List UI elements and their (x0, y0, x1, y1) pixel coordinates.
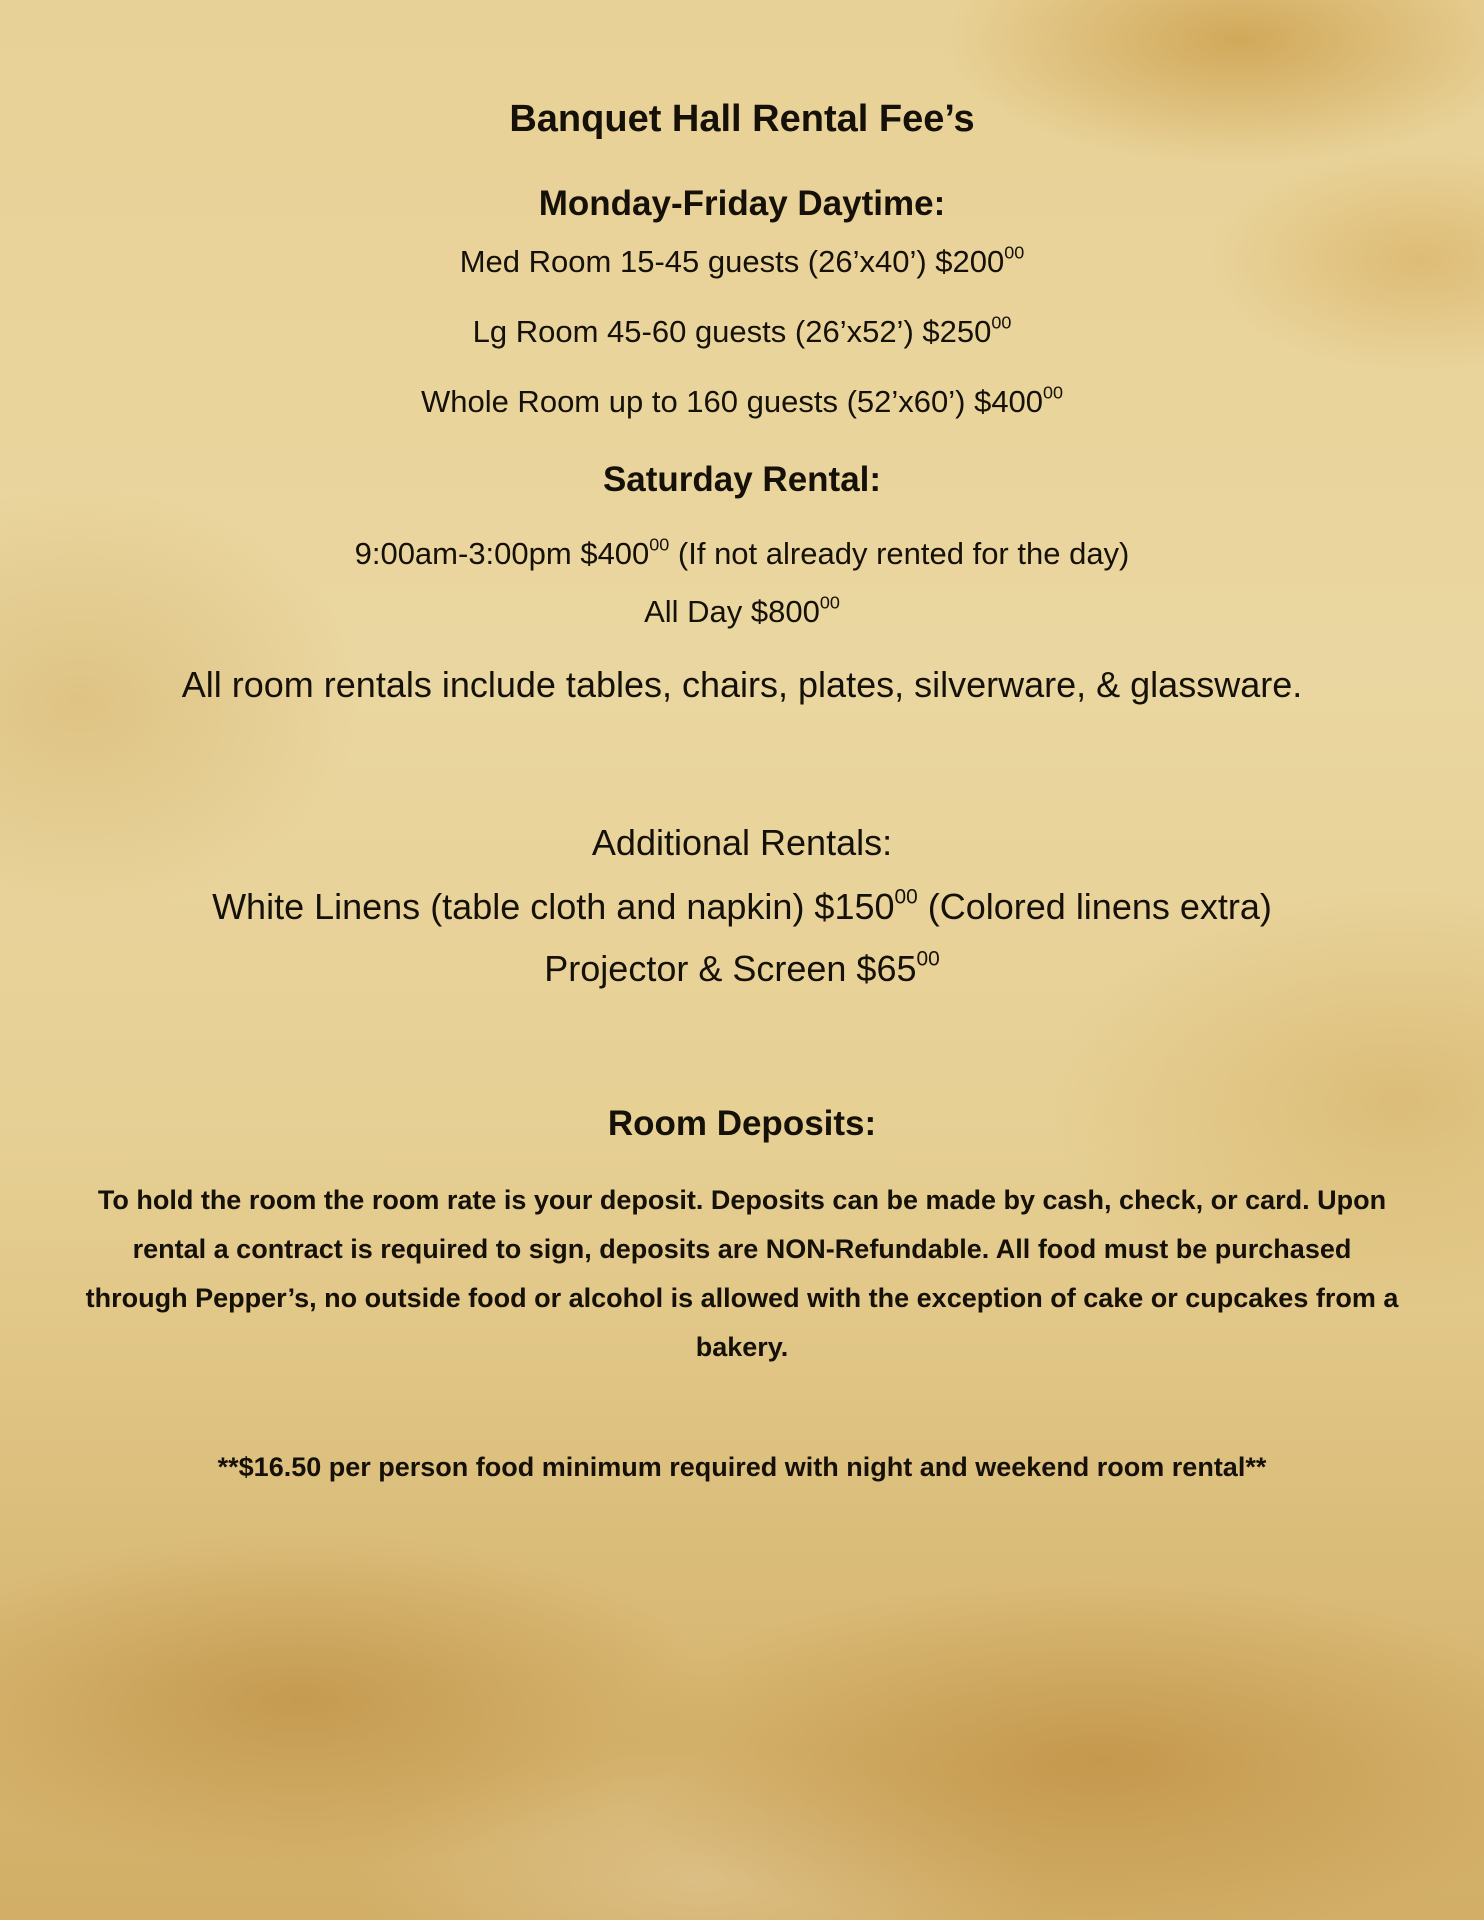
cents-superscript: 00 (1004, 242, 1025, 263)
deposits-heading: Room Deposits: (607, 1104, 877, 1143)
includes-note: All room rentals include tables, chairs, plates, silverware, & glassware. (181, 664, 1303, 705)
cents-superscript: 00 (819, 592, 840, 613)
page-title: Banquet Hall Rental Fee’s (509, 98, 975, 140)
additional-heading: Additional Rentals: (591, 822, 893, 863)
linens-rate: White Linens (table cloth and napkin) $\$150^{00}$ (Colored linens extra) (212, 885, 1272, 927)
cents-superscript: 00 (894, 885, 918, 909)
cents-superscript: 00 (916, 947, 940, 971)
saturday-allday-rate: All Day $\$800^{00}$ (644, 592, 840, 629)
cents-superscript: 00 (1043, 382, 1064, 403)
deposits-policy: To hold the room the room rate is your deposit. Deposits can be made by cash, check, or card. Upon rental a contract is required to sign, deposits are NON-Refundable. All food must be purchased through Pepper’s, no outside food or alcohol is allowed with the exception of cake or cupcakes from a bakery. (85, 1185, 1399, 1362)
lg-room-rate: Lg Room 45-60 guests (26’x52’) $\$250^{00}$ (472, 312, 1012, 349)
saturday-halfday-rate: 9:00am-3:00pm $\$400^{00}$ (If not already rented for the day) (354, 534, 1130, 571)
whole-room-rate: Whole Room up to 160 guests (52’x60’) $\$400^{00}$ (420, 382, 1064, 419)
food-minimum-note: **$16.50 per person food minimum required with night and weekend room rental** (217, 1452, 1267, 1482)
med-room-rate: Med Room 15-45 guests (26’x40’) $\$200^{00}$ (459, 242, 1025, 279)
cents-superscript: 00 (649, 534, 670, 555)
projector-rate: Projector & Screen $\$65^{00}$ (544, 947, 940, 989)
weekday-heading: Monday-Friday Daytime: (538, 184, 946, 223)
saturday-heading: Saturday Rental: (602, 460, 882, 499)
cents-superscript: 00 (991, 312, 1012, 333)
